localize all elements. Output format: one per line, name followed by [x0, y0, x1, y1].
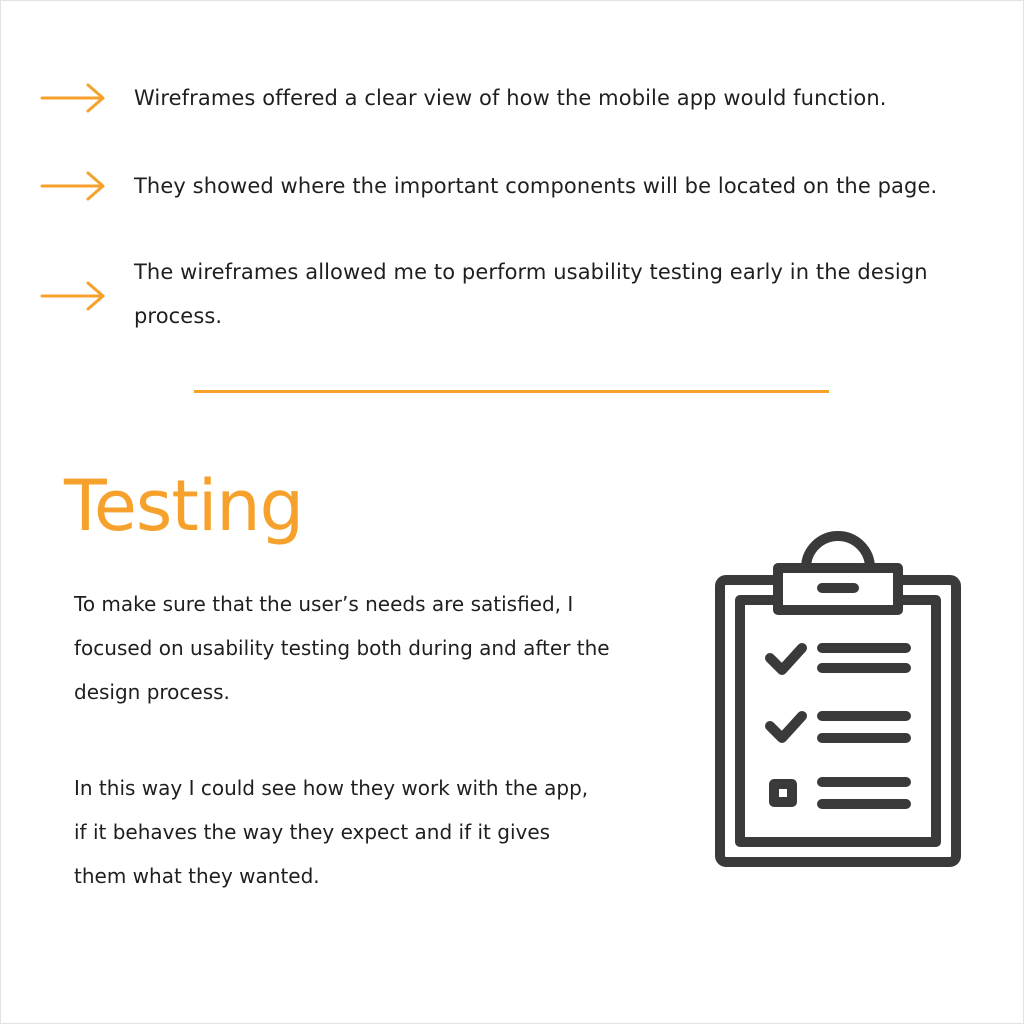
arrow-right-icon	[40, 82, 108, 114]
section-title: Testing	[64, 465, 304, 547]
testing-paragraph-1: To make sure that the user’s needs are satisfied, I focused on usability testing both during and after the design process.	[74, 592, 610, 704]
arrow-right-icon	[40, 280, 108, 312]
section-divider	[194, 390, 829, 393]
bullet-text: Wireframes offered a clear view of how the mobile app would function.	[134, 86, 887, 110]
bullet-item	[40, 76, 980, 120]
bullet-item	[40, 250, 980, 340]
testing-paragraph-2: In this way I could see how they work with the app, if it behaves the way they expect and if it gives them what they wanted.	[74, 776, 589, 888]
bullet-text: They showed where the important components will be located on the page.	[134, 174, 938, 198]
arrow-right-icon	[40, 170, 108, 202]
clipboard-checklist-icon	[710, 520, 966, 876]
bullet-text: The wireframes allowed me to perform usability testing early in the design process.	[134, 260, 928, 328]
bullet-item	[40, 164, 980, 208]
